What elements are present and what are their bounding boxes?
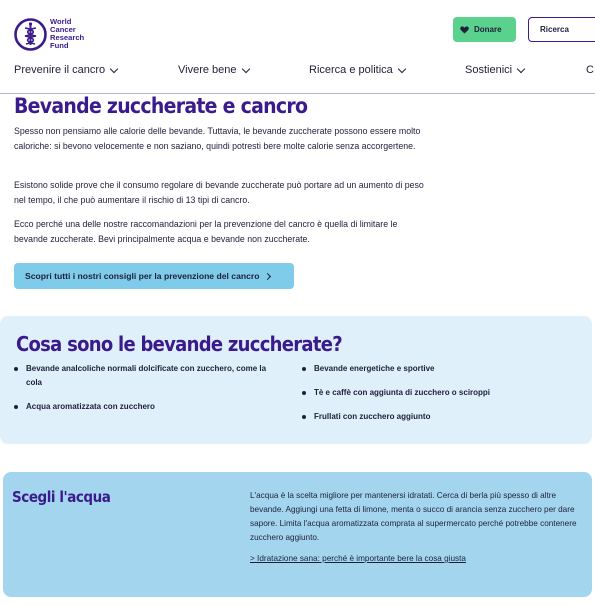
list-item: Tè e caffè con aggiunta di zucchero o sciroppi — [302, 386, 582, 400]
chevron-down-icon — [517, 64, 525, 72]
article-paragraph: Esistono solide prove che il consumo regolare di bevande zuccherate può portare ad un aumento di peso nel tempo, il che può aumentare il rischio di 13 tipi di cancro. — [14, 180, 424, 205]
article-paragraph: Ecco perché una delle nostre raccomandazioni per la prevenzione del cancro è quella di limitare le bevande zuccherate. Bevi principalmente acqua e bevande non zuccherate. — [14, 219, 398, 244]
hydration-link[interactable]: > Idratazione sana: perché è importante bere la cosa giusta — [250, 554, 466, 563]
site-header — [0, 0, 595, 94]
heart-icon — [460, 26, 469, 34]
page-title: Bevande zuccherate e cancro — [14, 94, 308, 118]
nav-item-label: Vivere bene — [178, 64, 237, 76]
chevron-right-icon — [264, 272, 271, 279]
sugary-drinks-title: Cosa sono le bevande zuccherate? — [16, 332, 342, 356]
nav-item-vivere[interactable] — [178, 64, 249, 76]
list-item: Bevande analcoliche normali dolcificate con zucchero, come la cola — [14, 362, 284, 390]
caduceus-logo-icon — [14, 18, 47, 51]
water-panel-title: Scegli l'acqua — [12, 488, 111, 506]
nav-item-label: Ricerca e politica — [309, 64, 393, 76]
logo-line: Research — [50, 33, 85, 42]
nav-item-label: Sostienici — [465, 64, 513, 76]
list-item: Frullati con zucchero aggiunto — [302, 410, 582, 424]
nav-item-sostienici[interactable] — [465, 64, 524, 76]
chevron-down-icon — [398, 64, 406, 72]
logo[interactable] — [14, 16, 104, 56]
logo-line: World — [50, 17, 72, 26]
logo-text — [50, 18, 84, 50]
main-nav — [0, 64, 595, 80]
nav-item-more[interactable] — [586, 64, 594, 76]
nav-item-label: C — [586, 64, 594, 76]
logo-line: Fund — [50, 41, 69, 50]
article-paragraph: Spesso non pensiamo alle calorie delle bevande. Tuttavia, le bevande zuccherate possono essere molto caloriche: si bevono velocemente e non saziano, quindi potresti bere molte calorie senza accorgertene. — [14, 126, 421, 151]
list-item: Bevande energetiche e sportive — [302, 362, 582, 376]
donate-button[interactable] — [453, 17, 516, 42]
nav-item-ricerca[interactable] — [309, 64, 405, 76]
logo-line: Cancer — [50, 25, 76, 34]
search-button[interactable] — [528, 17, 595, 42]
search-label: Ricerca — [540, 25, 569, 34]
list-item: Acqua aromatizzata con zucchero — [14, 400, 284, 414]
chevron-down-icon — [110, 64, 118, 72]
donate-label: Donare — [474, 25, 502, 34]
chevron-down-icon — [241, 64, 249, 72]
nav-item-prevenire[interactable] — [14, 64, 117, 76]
nav-item-label: Prevenire il cancro — [14, 64, 106, 76]
cta-label: Scopri tutti i nostri consigli per la prevenzione del cancro — [25, 271, 260, 281]
prevention-advice-button[interactable] — [14, 263, 294, 289]
water-panel-text: L'acqua è la scelta migliore per mantenersi idratati. Cerca di berla più spesso di altre bevande. Aggiungi una fetta di limone, menta o succo di arancia senza zucchero per dare sapore. Limita l'acqua aromatizzata comprata al supermercato perché potrebbe contenere zucchero aggiunto. — [250, 491, 577, 542]
